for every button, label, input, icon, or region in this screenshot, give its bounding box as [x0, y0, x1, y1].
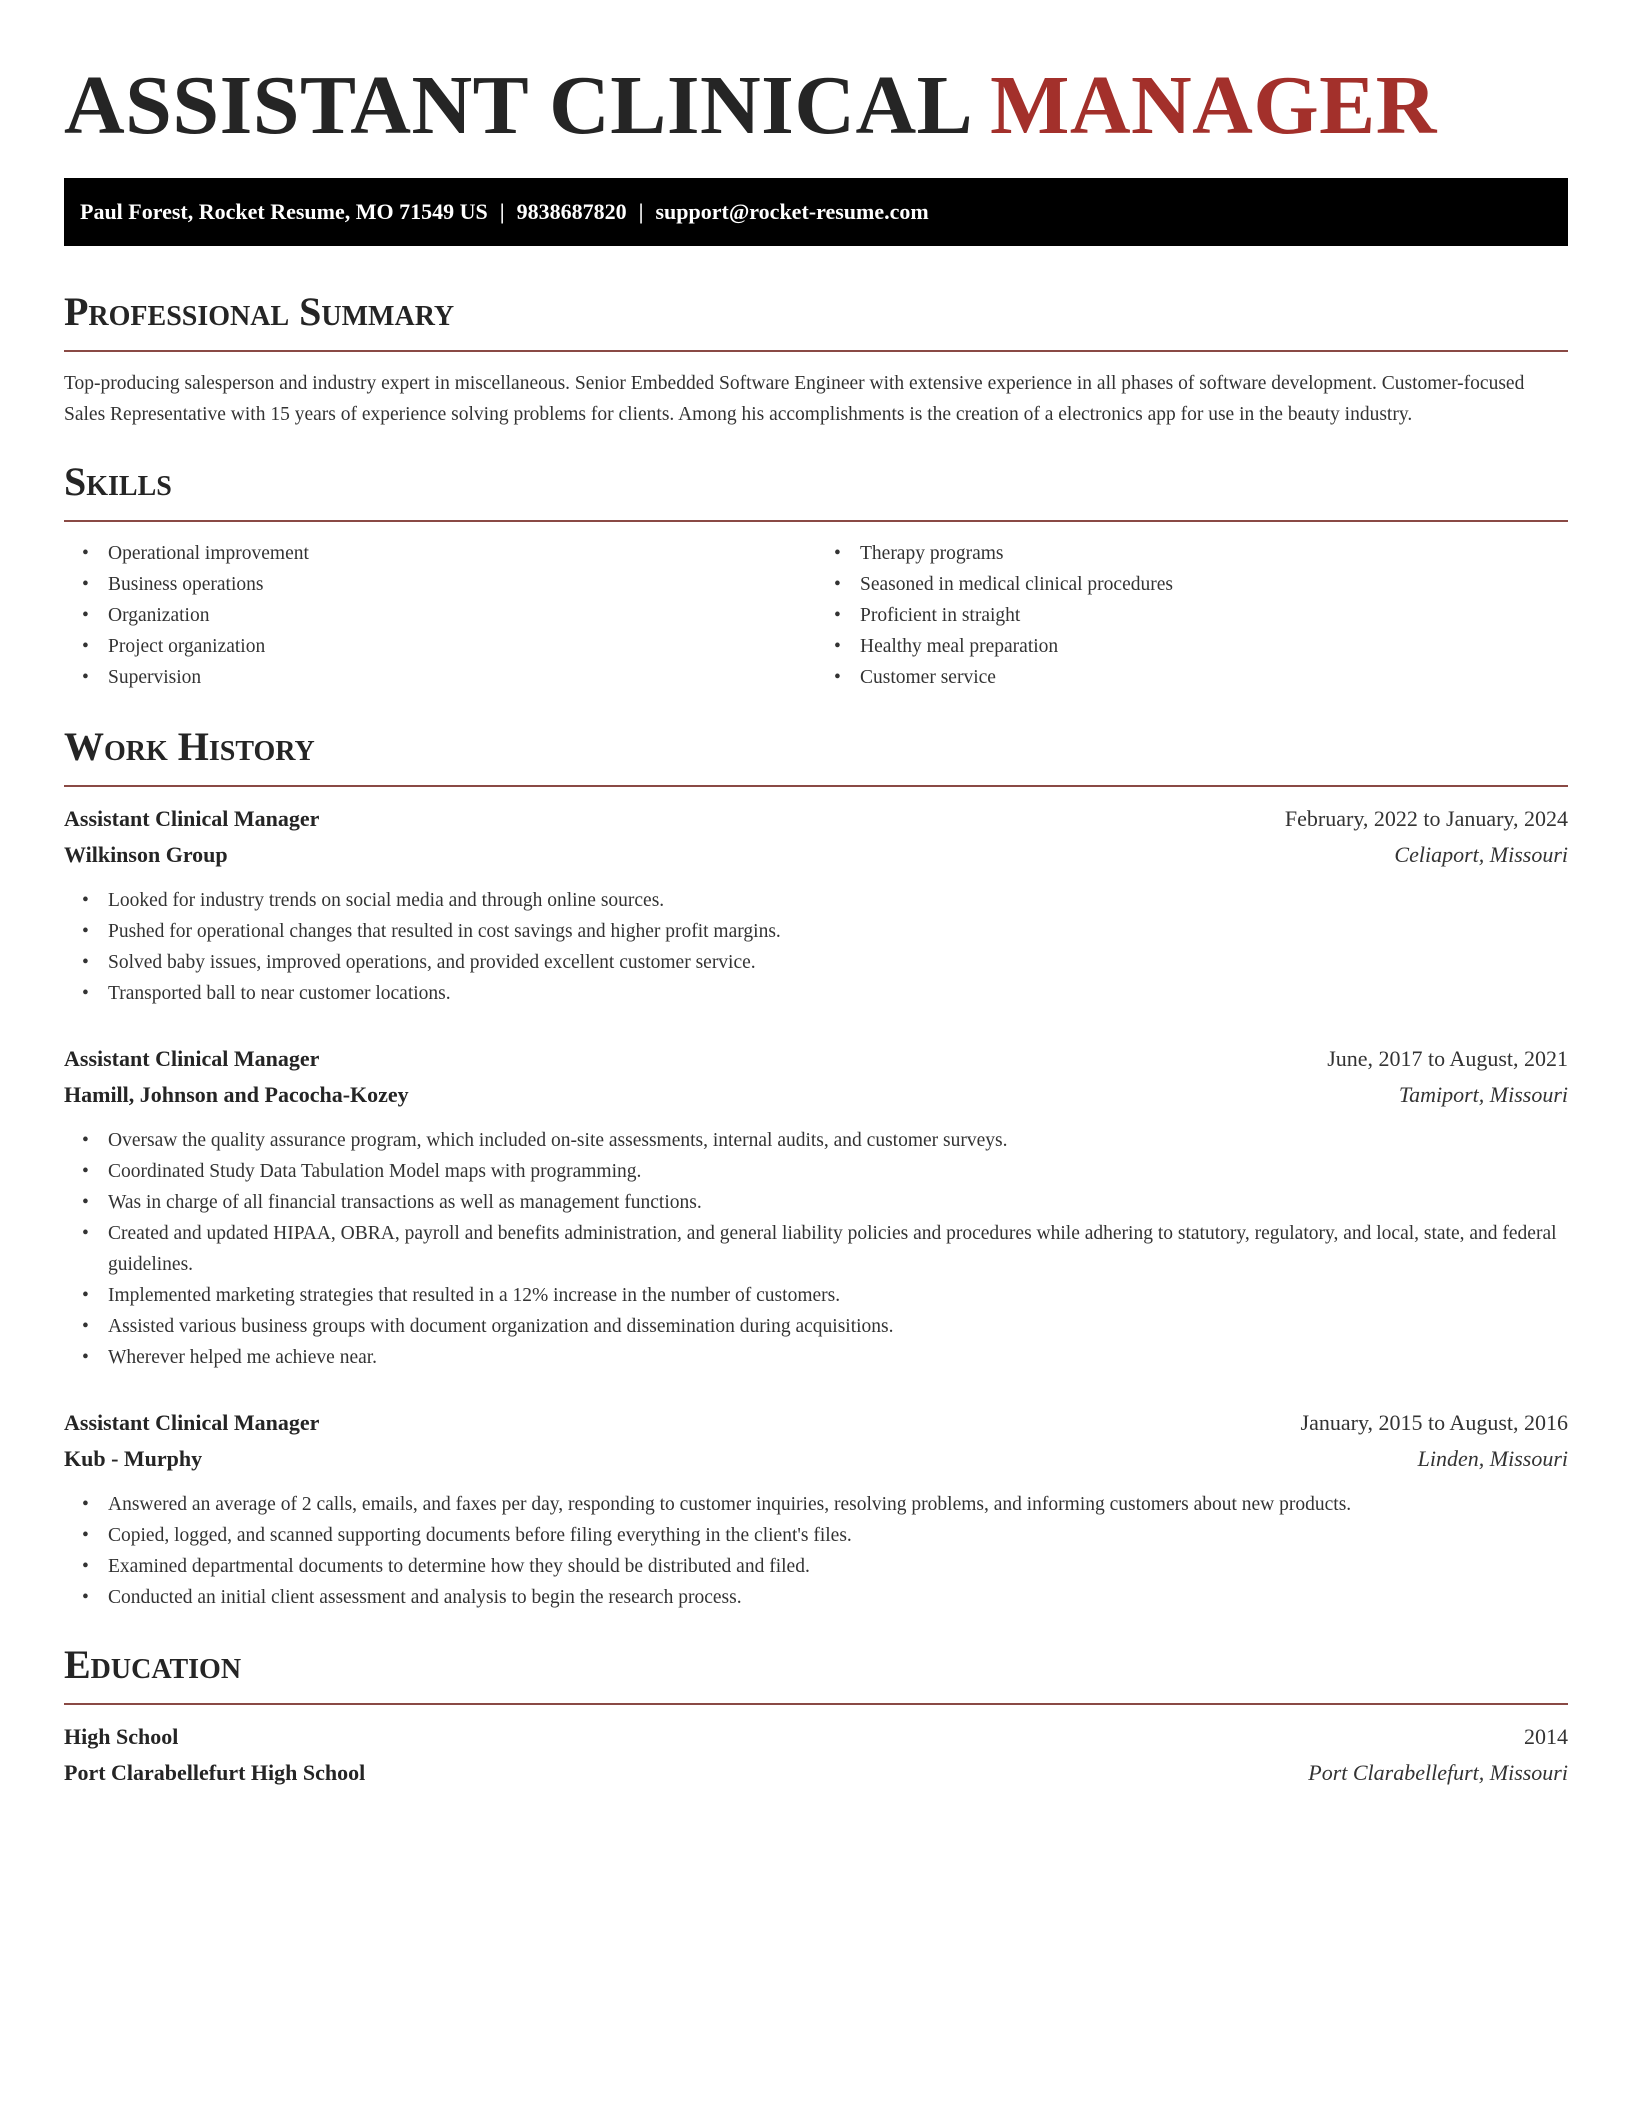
contact-bar	[64, 178, 1568, 246]
contact-email: support@rocket-resume.com	[655, 199, 929, 224]
summary-text: Top-producing salesperson and industry expert in miscellaneous. Senior Embedded Software Engineer with extensive experience in all phases of software development. Customer-focused Sales Representative with 15 years of experience solving problems for clients. Among his accomplishments is the creation of a electronics app for use in the beauty industry.	[64, 373, 1525, 425]
job-bullet: • Answered an average of 2 calls, emails, and faxes per day, responding to customer inquiries, resolving problems, and informing customers about new products.	[108, 1489, 1568, 1520]
education-school: Port Clarabellefurt High School	[64, 1760, 366, 1785]
resume-title	[64, 56, 1568, 156]
job-bullet: • Conducted an initial client assessment and analysis to begin the research process.	[108, 1582, 1568, 1613]
skill-item: • Project organization	[108, 631, 816, 662]
job-company: Wilkinson Group	[64, 842, 228, 867]
job-bullet: • Wherever helped me achieve near.	[108, 1342, 1568, 1373]
contact-address: Paul Forest, Rocket Resume, MO 71549 US	[80, 199, 488, 224]
title-main: ASSISTANT CLINICAL	[64, 59, 969, 152]
skills-columns	[64, 538, 1568, 693]
job-location: Linden, Missouri	[1417, 1446, 1568, 1471]
section-heading-work-history: Work History	[64, 724, 315, 769]
education-entry	[64, 1719, 1568, 1791]
skills-list-left	[64, 538, 816, 693]
job-bullet: • Examined departmental documents to determine how they should be distributed and filed.	[108, 1551, 1568, 1582]
job-entry	[64, 1405, 1568, 1613]
education-degree: High School	[64, 1724, 179, 1749]
job-company: Hamill, Johnson and Pacocha-Kozey	[64, 1082, 409, 1107]
job-dates: January, 2015 to August, 2016	[1300, 1410, 1568, 1435]
section-heading-skills: Skills	[64, 459, 172, 504]
skill-item: • Operational improvement	[108, 538, 816, 569]
section-divider	[64, 785, 1568, 787]
job-bullet: • Coordinated Study Data Tabulation Model maps with programming.	[108, 1156, 1568, 1187]
skills-section	[64, 454, 1568, 693]
education-section	[64, 1637, 1568, 1791]
resume-page	[64, 0, 1568, 1791]
job-bullet: • Looked for industry trends on social media and through online sources.	[108, 885, 1568, 916]
skills-list-right	[816, 538, 1568, 693]
job-bullet: • Solved baby issues, improved operations, and provided excellent customer service.	[108, 947, 1568, 978]
section-heading-education: Education	[64, 1642, 242, 1687]
summary-section	[64, 284, 1568, 430]
job-bullets	[64, 885, 1568, 1009]
section-divider	[64, 520, 1568, 522]
education-year: 2014	[1524, 1724, 1568, 1749]
job-bullet: • Assisted various business groups with document organization and dissemination during acquisitions.	[108, 1311, 1568, 1342]
section-divider	[64, 350, 1568, 352]
section-divider	[64, 1703, 1568, 1705]
work-history-section	[64, 719, 1568, 1613]
contact-separator: |	[499, 199, 505, 224]
job-location: Tamiport, Missouri	[1398, 1082, 1568, 1107]
job-entry	[64, 801, 1568, 1009]
job-bullet: • Implemented marketing strategies that resulted in a 12% increase in the number of customers.	[108, 1280, 1568, 1311]
job-dates: June, 2017 to August, 2021	[1327, 1046, 1568, 1071]
job-company: Kub - Murphy	[64, 1446, 203, 1471]
job-bullet: • Pushed for operational changes that resulted in cost savings and higher profit margins.	[108, 916, 1568, 947]
skill-item: • Supervision	[108, 662, 816, 693]
skill-item: • Customer service	[860, 662, 1568, 693]
job-bullets	[64, 1489, 1568, 1613]
job-location: Celiaport, Missouri	[1394, 842, 1568, 867]
job-title: Assistant Clinical Manager	[64, 1046, 320, 1071]
job-bullet: • Copied, logged, and scanned supporting documents before filing everything in the client's files.	[108, 1520, 1568, 1551]
job-dates: February, 2022 to January, 2024	[1284, 806, 1568, 831]
contact-phone: 9838687820	[516, 199, 627, 224]
skill-item: • Proficient in straight	[860, 600, 1568, 631]
job-bullet: • Transported ball to near customer locations.	[108, 978, 1568, 1009]
job-bullet: • Oversaw the quality assurance program, which included on-site assessments, internal audits, and customer surveys.	[108, 1125, 1568, 1156]
title-accent: MANAGER	[990, 59, 1437, 152]
job-bullets	[64, 1125, 1568, 1373]
skill-item: • Business operations	[108, 569, 816, 600]
education-location: Port Clarabellefurt, Missouri	[1308, 1760, 1568, 1785]
skill-item: • Therapy programs	[860, 538, 1568, 569]
skill-item: • Healthy meal preparation	[860, 631, 1568, 662]
skill-item: • Organization	[108, 600, 816, 631]
job-title: Assistant Clinical Manager	[64, 1410, 320, 1435]
job-title: Assistant Clinical Manager	[64, 806, 320, 831]
job-entry	[64, 1041, 1568, 1373]
job-bullet: • Created and updated HIPAA, OBRA, payroll and benefits administration, and general liability policies and procedures while adhering to statutory, regulatory, and local, state, and federal guidelines.	[108, 1218, 1568, 1280]
skill-item: • Seasoned in medical clinical procedures	[860, 569, 1568, 600]
section-heading-summary: Professional Summary	[64, 289, 455, 334]
contact-separator: |	[638, 199, 644, 224]
job-bullet: • Was in charge of all financial transactions as well as management functions.	[108, 1187, 1568, 1218]
